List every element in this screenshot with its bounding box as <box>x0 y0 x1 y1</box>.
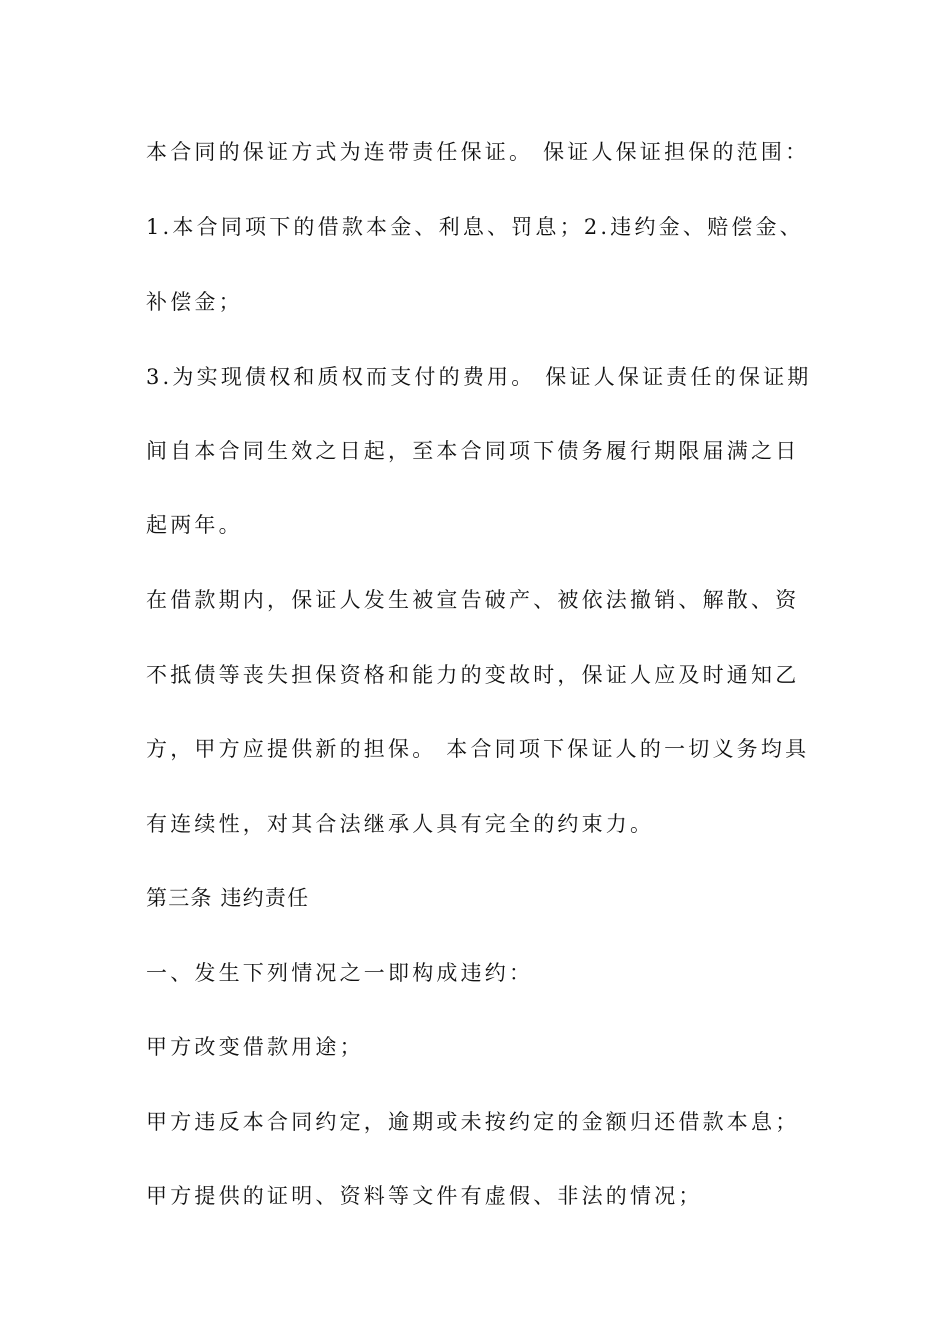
paragraph-line: 甲方违反本合同约定，逾期或未按约定的金额归还借款本息； <box>146 1110 800 1134</box>
paragraph-line: 起两年。 <box>146 513 243 537</box>
paragraph-line: 1.本合同项下的借款本金、利息、罚息；2.违约金、赔偿金、 <box>146 215 804 239</box>
section-heading: 第三条 违约责任 <box>146 886 310 910</box>
paragraph-line: 间自本合同生效之日起，至本合同项下债务履行期限届满之日 <box>146 439 800 463</box>
paragraph-line: 本合同的保证方式为连带责任保证。 保证人保证担保的范围： <box>146 140 810 164</box>
paragraph-line: 有连续性，对其合法继承人具有完全的约束力。 <box>146 812 655 836</box>
paragraph-line: 不抵债等丧失担保资格和能力的变故时，保证人应及时通知乙 <box>146 663 800 687</box>
paragraph-line: 甲方改变借款用途； <box>146 1035 364 1059</box>
paragraph-line: 补偿金； <box>146 290 243 314</box>
paragraph-line: 一、发生下列情况之一即构成违约： <box>146 961 534 985</box>
paragraph-line: 方，甲方应提供新的担保。 本合同项下保证人的一切义务均具 <box>146 737 810 761</box>
paragraph-line: 在借款期内，保证人发生被宣告破产、被依法撤销、解散、资 <box>146 588 800 612</box>
paragraph-line: 3.为实现债权和质权而支付的费用。 保证人保证责任的保证期 <box>146 365 812 389</box>
paragraph-line: 甲方提供的证明、资料等文件有虚假、非法的情况； <box>146 1184 703 1208</box>
